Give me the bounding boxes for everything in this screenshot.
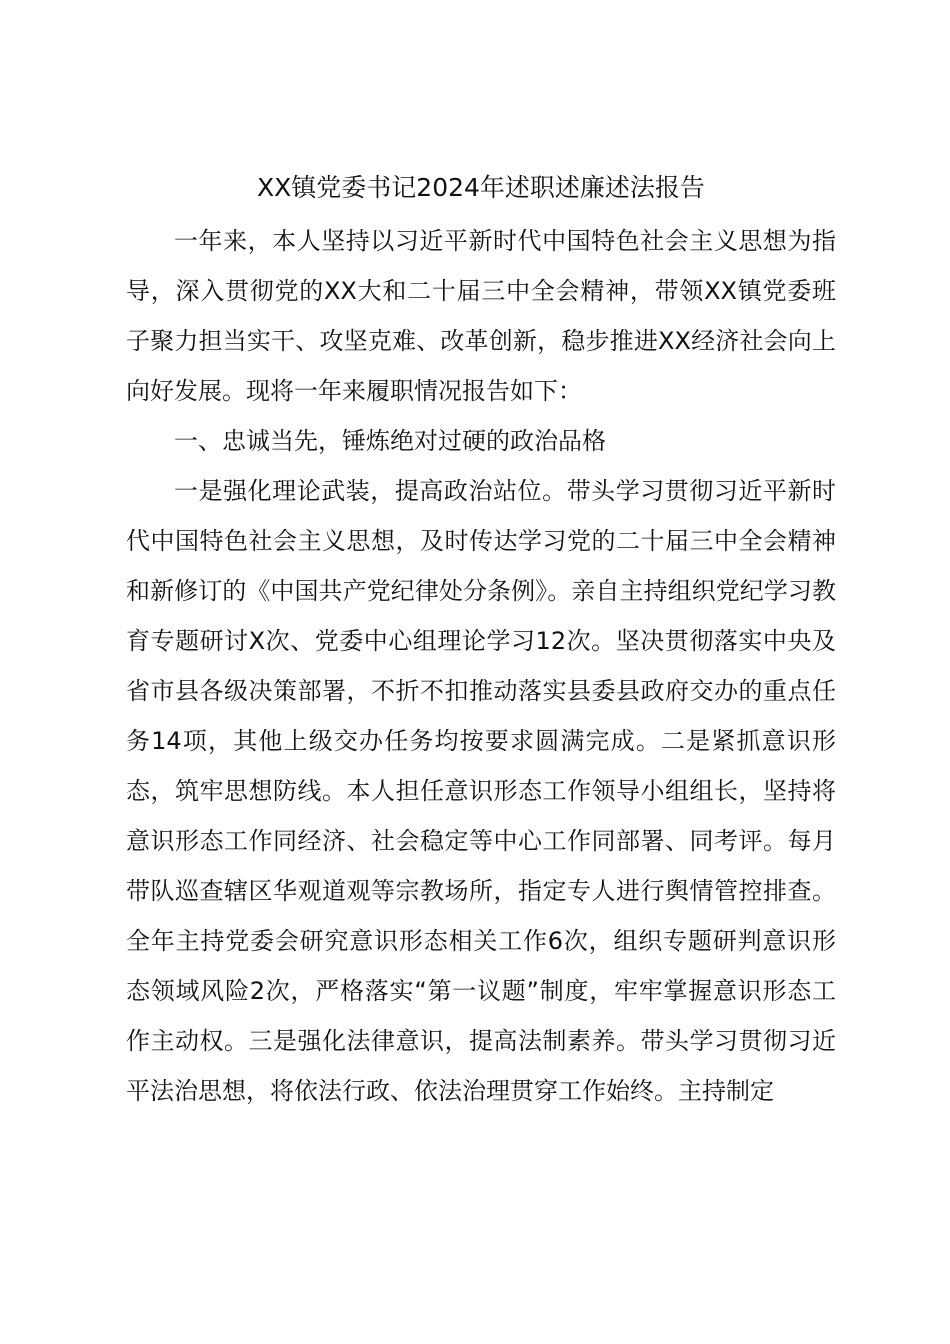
paragraph-intro: 一年来，本人坚持以习近平新时代中国特色社会主义思想为指导，深入贯彻党的XX大和二十届三中全会精神，带领XX镇党委班子聚力担当实干、攻坚克难、改革创新，稳步推进XX经济社会向上向好发展。现将一年来履职情况报告如下： [126, 227, 836, 405]
paragraph-body: 一是强化理论武装，提高政治站位。带头学习贯彻习近平新时代中国特色社会主义思想，及时传达学习党的二十届三中全会精神和新修订的《中国共产党纪律处分条例》。亲自主持组织党纪学习教育专题研讨X次、党委中心组理论学习12次。坚决贯彻落实中央及省市县各级决策部署，不折不扣推动落实县委县政府交办的重点任务14项，其他上级交办任务均按要求圆满完成。二是紧抓意识形态，筑牢思想防线。本人担任意识形态工作领导小组组长，坚持将意识形态工作同经济、社会稳定等中心工作同部署、同考评。每月带队巡查辖区华观道观等宗教场所，指定专人进行舆情管控排查。全年主持党委会研究意识形态相关工作6次，组织专题研判意识形态领域风险2次，严格落实“第一议题”制度，牢牢掌握意识形态工作主动权。三是强化法律意识，提高法制素养。带头学习贯彻习近平法治思想，将依法行政、依法治理贯穿工作始终。主持制定 [126, 477, 836, 1105]
section-heading-1: 一、忠诚当先，锤炼绝对过硬的政治品格 [174, 427, 606, 455]
document-page [126, 166, 836, 1116]
document-title: XX镇党委书记2024年述职述廉述法报告 [257, 173, 705, 202]
